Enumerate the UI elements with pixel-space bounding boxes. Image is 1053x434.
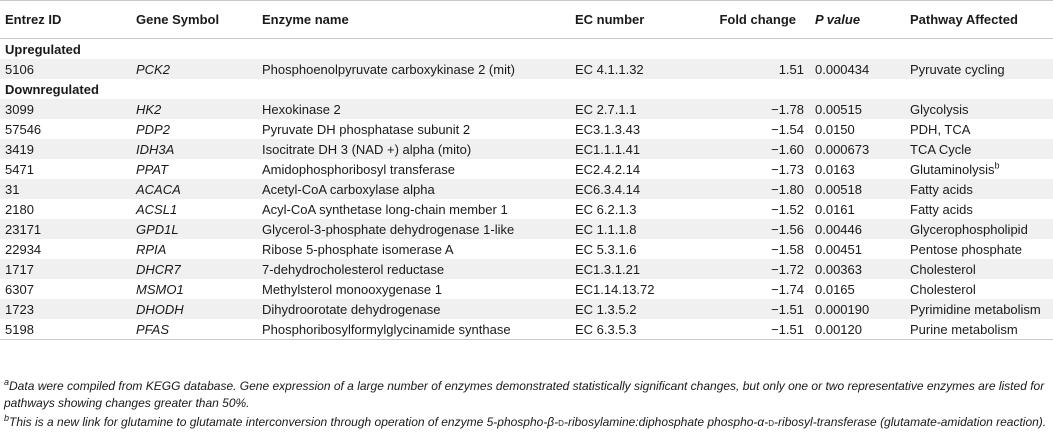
table-row — [0, 119, 1053, 139]
cell-p-value — [810, 119, 905, 139]
cell-ec-number-text: EC1.1.1.41 — [575, 141, 641, 157]
table-row — [0, 139, 1053, 159]
cell-p-value-text: 0.00451 — [815, 241, 862, 257]
cell-entrez-id — [0, 179, 131, 199]
cell-ec-number — [570, 319, 686, 340]
cell-entrez-id-text: 1717 — [5, 261, 34, 277]
cell-p-value-text: 0.00515 — [815, 101, 862, 117]
footnote-b-mark: b — [4, 413, 10, 423]
cell-ec-number-text: EC 2.7.1.1 — [575, 101, 637, 117]
cell-p-value — [810, 59, 905, 79]
cell-pathway-text: Fatty acids — [910, 201, 973, 217]
cell-gene-symbol — [131, 179, 257, 199]
table-row — [0, 99, 1053, 119]
cell-gene-symbol — [131, 219, 257, 239]
cell-entrez-id — [0, 219, 131, 239]
cell-gene-symbol-text: PDP2 — [136, 121, 170, 137]
table-row — [0, 199, 1053, 219]
cell-pathway — [905, 259, 1053, 279]
cell-gene-symbol-text: GPD1L — [136, 221, 179, 237]
header-pathway: Pathway Affected — [905, 1, 1053, 39]
cell-p-value-text: 0.0163 — [815, 161, 855, 177]
cell-fold-change — [686, 99, 810, 119]
cell-ec-number-text: EC2.4.2.14 — [575, 161, 641, 177]
cell-entrez-id — [0, 279, 131, 299]
cell-gene-symbol-text: HK2 — [136, 101, 162, 117]
cell-gene-symbol-text: PPAT — [136, 161, 169, 177]
cell-pathway-text: Cholesterol — [910, 261, 976, 277]
header-p-value: P value — [810, 1, 905, 39]
footnote-b-d-prefix-1: d — [558, 417, 564, 429]
cell-ec-number — [570, 179, 686, 199]
cell-entrez-id-text: 57546 — [5, 121, 42, 137]
cell-entrez-id — [0, 119, 131, 139]
cell-fold-change-text: −1.56 — [771, 221, 804, 237]
cell-enzyme-name — [257, 259, 570, 279]
header-gene-symbol: Gene Symbol — [131, 1, 257, 39]
cell-gene-symbol — [131, 159, 257, 179]
group-upregulated-label: Upregulated — [5, 41, 81, 57]
cell-pathway-text: Fatty acids — [910, 181, 973, 197]
cell-gene-symbol-text: ACACA — [136, 181, 181, 197]
cell-gene-symbol-text: PFAS — [136, 321, 169, 337]
cell-p-value-text: 0.00446 — [815, 221, 862, 237]
cell-enzyme-name-text: Isocitrate DH 3 (NAD +) alpha (mito) — [262, 141, 472, 157]
cell-gene-symbol-text: ACSL1 — [136, 201, 178, 217]
cell-pathway-text: TCA Cycle — [910, 141, 972, 157]
cell-ec-number — [570, 239, 686, 259]
cell-fold-change-text: −1.54 — [771, 121, 804, 137]
cell-p-value-text: 0.0165 — [815, 281, 855, 297]
cell-ec-number-text: EC 5.3.1.6 — [575, 241, 637, 257]
cell-pathway-text: Pyruvate cycling — [910, 61, 1005, 77]
cell-enzyme-name — [257, 59, 570, 79]
table-row — [0, 259, 1053, 279]
footnote-b-text-3: -ribosyl-transferase (glutamate-amidation reaction). — [774, 415, 1047, 429]
table-row — [0, 299, 1053, 319]
cell-entrez-id — [0, 319, 131, 340]
cell-fold-change — [686, 239, 810, 259]
footnote-b-text-1: This is a new link for glutamine to glutamate interconversion through operation of enzyme 5-phospho-β- — [9, 415, 559, 429]
cell-enzyme-name-text: Methylsterol monooxygenase 1 — [262, 281, 442, 297]
table-body — [0, 39, 1053, 340]
cell-enzyme-name-text: Phosphoribosylformylglycinamide synthase — [262, 321, 511, 337]
cell-gene-symbol — [131, 319, 257, 340]
cell-enzyme-name-text: Acyl-CoA synthetase long-chain member 1 — [262, 201, 508, 217]
footnotes — [4, 378, 1049, 434]
cell-entrez-id-text: 3099 — [5, 101, 34, 117]
cell-gene-symbol — [131, 99, 257, 119]
cell-fold-change-text: −1.51 — [771, 321, 804, 337]
footnote-b — [4, 414, 1049, 432]
cell-ec-number-text: EC 1.1.1.8 — [575, 221, 637, 237]
cell-fold-change — [686, 319, 810, 340]
cell-pathway — [905, 159, 1053, 179]
cell-enzyme-name — [257, 99, 570, 119]
footnote-b-d-prefix-2: d — [768, 417, 775, 429]
cell-entrez-id — [0, 99, 131, 119]
cell-pathway-text: Glycerophospholipid — [910, 221, 1028, 237]
cell-entrez-id-text: 22934 — [5, 241, 42, 257]
cell-entrez-id-text: 5198 — [5, 321, 34, 337]
cell-p-value-text: 0.000434 — [815, 61, 870, 77]
cell-fold-change-text: −1.58 — [771, 241, 804, 257]
cell-p-value — [810, 319, 905, 340]
cell-enzyme-name-text: Amidophosphoribosyl transferase — [262, 161, 455, 177]
cell-enzyme-name-text: Hexokinase 2 — [262, 101, 341, 117]
table-row — [0, 219, 1053, 239]
cell-p-value — [810, 219, 905, 239]
cell-gene-symbol-text: DHCR7 — [136, 261, 181, 277]
cell-p-value-text: 0.000673 — [815, 141, 870, 157]
cell-enzyme-name — [257, 239, 570, 259]
cell-pathway-text: Cholesterol — [910, 281, 976, 297]
cell-fold-change-text: −1.80 — [771, 181, 804, 197]
cell-ec-number — [570, 119, 686, 139]
cell-p-value-text: 0.000190 — [815, 301, 870, 317]
cell-enzyme-name — [257, 279, 570, 299]
cell-entrez-id-text: 31 — [5, 181, 20, 197]
cell-gene-symbol — [131, 59, 257, 79]
cell-fold-change — [686, 199, 810, 219]
cell-ec-number — [570, 299, 686, 319]
cell-ec-number — [570, 279, 686, 299]
cell-fold-change-text: −1.52 — [771, 201, 804, 217]
cell-gene-symbol-text: RPIA — [136, 241, 167, 257]
cell-entrez-id — [0, 299, 131, 319]
cell-p-value — [810, 279, 905, 299]
cell-ec-number — [570, 59, 686, 79]
cell-p-value-text: 0.00363 — [815, 261, 862, 277]
cell-enzyme-name — [257, 119, 570, 139]
cell-entrez-id-text: 5106 — [5, 61, 34, 77]
cell-p-value-text: 0.00120 — [815, 321, 862, 337]
cell-pathway — [905, 219, 1053, 239]
cell-fold-change — [686, 259, 810, 279]
cell-entrez-id-text: 6307 — [5, 281, 34, 297]
cell-p-value-text: 0.00518 — [815, 181, 862, 197]
cell-enzyme-name — [257, 199, 570, 219]
cell-p-value-text: 0.0161 — [815, 201, 855, 217]
cell-gene-symbol — [131, 119, 257, 139]
cell-p-value — [810, 299, 905, 319]
cell-gene-symbol — [131, 259, 257, 279]
cell-pathway — [905, 59, 1053, 79]
cell-enzyme-name-text: Dihydroorotate dehydrogenase — [262, 301, 441, 317]
cell-pathway — [905, 299, 1053, 319]
cell-entrez-id — [0, 159, 131, 179]
cell-fold-change — [686, 119, 810, 139]
cell-entrez-id-text: 5471 — [5, 161, 34, 177]
footnote-ref-b: b — [994, 160, 1000, 171]
cell-ec-number — [570, 139, 686, 159]
cell-enzyme-name-text: Pyruvate DH phosphatase subunit 2 — [262, 121, 471, 137]
cell-fold-change — [686, 139, 810, 159]
cell-ec-number-text: EC 4.1.1.32 — [575, 61, 644, 77]
cell-ec-number-text: EC6.3.4.14 — [575, 181, 641, 197]
cell-fold-change-text: −1.74 — [771, 281, 804, 297]
cell-fold-change — [686, 59, 810, 79]
cell-entrez-id — [0, 239, 131, 259]
cell-pathway-text: PDH, TCA — [910, 121, 971, 137]
cell-pathway — [905, 179, 1053, 199]
cell-fold-change — [686, 299, 810, 319]
group-downregulated-label: Downregulated — [5, 81, 99, 97]
cell-ec-number — [570, 99, 686, 119]
cell-ec-number — [570, 259, 686, 279]
cell-fold-change-text: −1.78 — [771, 101, 804, 117]
footnote-a-text: Data were compiled from KEGG database. Gene expression of a large number of enzymes demonstrated statistically significant changes, but only one or two representative enzymes are listed for pathways showing changes greater than 50%. — [4, 379, 1045, 410]
cell-pathway — [905, 239, 1053, 259]
cell-ec-number-text: EC 1.3.5.2 — [575, 301, 637, 317]
group-downregulated — [0, 79, 1053, 99]
cell-pathway — [905, 139, 1053, 159]
table-row — [0, 319, 1053, 340]
cell-enzyme-name-text: Glycerol-3-phosphate dehydrogenase 1-like — [262, 221, 515, 237]
cell-ec-number — [570, 159, 686, 179]
cell-enzyme-name — [257, 179, 570, 199]
cell-gene-symbol-text: MSMO1 — [136, 281, 184, 297]
cell-fold-change — [686, 159, 810, 179]
cell-enzyme-name-text: Phosphoenolpyruvate carboxykinase 2 (mit) — [262, 61, 515, 77]
cell-pathway-text: Glutaminolysis — [910, 161, 995, 177]
header-fold-change: Fold change — [686, 1, 810, 39]
cell-pathway-text: Pyrimidine metabolism — [910, 301, 1041, 317]
cell-ec-number — [570, 219, 686, 239]
footnote-a-mark: a — [4, 377, 10, 387]
header-entrez-id: Entrez ID — [0, 1, 131, 39]
cell-entrez-id-text: 2180 — [5, 201, 34, 217]
cell-p-value — [810, 159, 905, 179]
table-row — [0, 239, 1053, 259]
table-row — [0, 59, 1053, 79]
cell-fold-change — [686, 279, 810, 299]
cell-enzyme-name — [257, 299, 570, 319]
cell-p-value — [810, 179, 905, 199]
cell-fold-change-text: −1.51 — [771, 301, 804, 317]
cell-ec-number-text: EC1.3.1.21 — [575, 261, 641, 277]
cell-enzyme-name — [257, 159, 570, 179]
cell-enzyme-name-text: 7-dehydrocholesterol reductase — [262, 261, 445, 277]
cell-enzyme-name — [257, 219, 570, 239]
table-row — [0, 279, 1053, 299]
cell-gene-symbol-text: PCK2 — [136, 61, 170, 77]
cell-p-value — [810, 259, 905, 279]
table-row — [0, 159, 1053, 179]
cell-gene-symbol-text: DHODH — [136, 301, 184, 317]
table-row — [0, 179, 1053, 199]
cell-fold-change-text: −1.72 — [771, 261, 804, 277]
cell-gene-symbol — [131, 199, 257, 219]
cell-pathway-text: Glycolysis — [910, 101, 969, 117]
cell-enzyme-name — [257, 139, 570, 159]
cell-pathway — [905, 119, 1053, 139]
cell-p-value — [810, 99, 905, 119]
header-ec-number: EC number — [570, 1, 686, 39]
cell-pathway — [905, 199, 1053, 219]
footnote-a — [4, 378, 1049, 412]
cell-fold-change-text: 1.51 — [778, 61, 804, 77]
cell-pathway — [905, 279, 1053, 299]
cell-gene-symbol — [131, 139, 257, 159]
cell-p-value — [810, 139, 905, 159]
cell-fold-change — [686, 219, 810, 239]
cell-pathway-text: Purine metabolism — [910, 321, 1018, 337]
header-row — [0, 1, 1053, 39]
cell-entrez-id — [0, 139, 131, 159]
cell-ec-number-text: EC 6.2.1.3 — [575, 201, 637, 217]
cell-gene-symbol — [131, 279, 257, 299]
group-upregulated — [0, 39, 1053, 60]
footnote-b-text-2: -ribosylamine:diphosphate phospho-α- — [563, 415, 769, 429]
cell-p-value — [810, 239, 905, 259]
cell-fold-change-text: −1.73 — [771, 161, 804, 177]
header-enzyme-name: Enzyme name — [257, 1, 570, 39]
cell-ec-number-text: EC3.1.3.43 — [575, 121, 641, 137]
cell-enzyme-name — [257, 319, 570, 340]
cell-enzyme-name-text: Ribose 5-phosphate isomerase A — [262, 241, 454, 257]
cell-entrez-id — [0, 199, 131, 219]
cell-entrez-id-text: 3419 — [5, 141, 34, 157]
cell-entrez-id-text: 1723 — [5, 301, 34, 317]
cell-fold-change — [686, 179, 810, 199]
cell-gene-symbol — [131, 239, 257, 259]
cell-gene-symbol-text: IDH3A — [136, 141, 175, 157]
cell-p-value-text: 0.0150 — [815, 121, 855, 137]
cell-enzyme-name-text: Acetyl-CoA carboxylase alpha — [262, 181, 435, 197]
cell-fold-change-text: −1.60 — [771, 141, 804, 157]
cell-entrez-id — [0, 259, 131, 279]
cell-ec-number — [570, 199, 686, 219]
cell-ec-number-text: EC1.14.13.72 — [575, 281, 655, 297]
cell-entrez-id — [0, 59, 131, 79]
cell-gene-symbol — [131, 299, 257, 319]
cell-ec-number-text: EC 6.3.5.3 — [575, 321, 637, 337]
cell-p-value — [810, 199, 905, 219]
cell-pathway-text: Pentose phosphate — [910, 241, 1023, 257]
cell-pathway — [905, 319, 1053, 340]
cell-pathway — [905, 99, 1053, 119]
cell-entrez-id-text: 23171 — [5, 221, 42, 237]
